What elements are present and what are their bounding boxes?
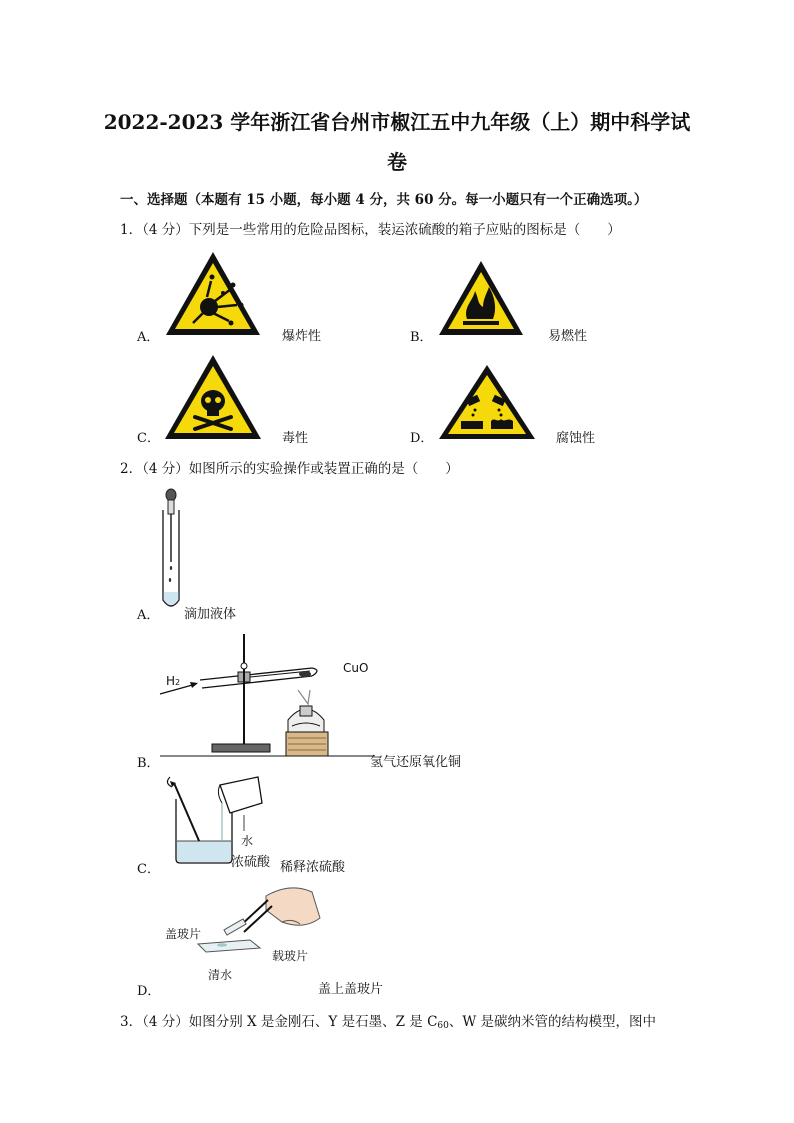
q2-option-b-letter: B． bbox=[137, 756, 160, 771]
water-label: 水 bbox=[241, 834, 254, 848]
q2-option-d-letter: D． bbox=[137, 984, 161, 999]
q1-option-d-caption: 腐蚀性 bbox=[556, 431, 596, 446]
q2-option-c-letter: C． bbox=[137, 862, 160, 877]
cover-slip-illustration bbox=[196, 878, 322, 958]
question-3-text: 3．（4 分）如图分别 X 是金刚石、Y 是石墨、Z 是 C60、W 是碳纳米管的结构模型，图中 bbox=[120, 1014, 657, 1031]
slide-label: 载玻片 bbox=[272, 949, 309, 963]
q1-option-a-caption: 爆炸性 bbox=[282, 329, 322, 344]
acid-label: 浓硫酸 bbox=[231, 855, 271, 870]
hydrogen-reduction-apparatus bbox=[160, 632, 375, 760]
water-drop-label: 清水 bbox=[208, 968, 233, 982]
q2-option-b-caption: 氢气还原氧化铜 bbox=[370, 755, 462, 770]
toxic-icon bbox=[163, 353, 263, 441]
solid-label: CuO bbox=[343, 661, 369, 675]
q2-option-a-caption: 滴加液体 bbox=[184, 607, 237, 622]
q2-option-c-caption: 稀释浓硫酸 bbox=[280, 860, 346, 875]
dropper-test-tube-illustration bbox=[158, 488, 188, 614]
q1-option-c-letter: C． bbox=[137, 431, 160, 446]
cover-slip-label: 盖玻片 bbox=[165, 927, 202, 941]
q1-option-b-letter: B． bbox=[410, 330, 433, 345]
q1-option-a-letter: A． bbox=[137, 330, 160, 345]
q1-option-c-caption: 毒性 bbox=[282, 431, 309, 446]
q2-option-a-letter: A． bbox=[137, 608, 160, 623]
q2-option-d-caption: 盖上盖玻片 bbox=[318, 982, 384, 997]
question-1-text: 1．（4 分）下列是一些常用的危险品图标，装运浓硫酸的箱子应贴的图标是（ ） bbox=[120, 222, 621, 238]
corrosive-icon bbox=[437, 363, 537, 441]
explosive-icon bbox=[163, 249, 263, 339]
flammable-icon bbox=[437, 259, 525, 337]
page-title: 2022-2023 学年浙江省台州市椒江五中九年级（上）期中科学试 bbox=[103, 110, 691, 134]
question-2-text: 2．（4 分）如图所示的实验操作或装置正确的是（ ） bbox=[120, 461, 459, 477]
gas-label: H2 bbox=[166, 674, 181, 688]
q1-option-b-caption: 易燃性 bbox=[548, 329, 588, 344]
q1-option-d-letter: D． bbox=[410, 431, 434, 446]
page-title-continued: 卷 bbox=[387, 150, 407, 174]
section-heading: 一、选择题（本题有 15 小题，每小题 4 分，共 60 分。每一小题只有一个正确选项。） bbox=[120, 192, 648, 208]
